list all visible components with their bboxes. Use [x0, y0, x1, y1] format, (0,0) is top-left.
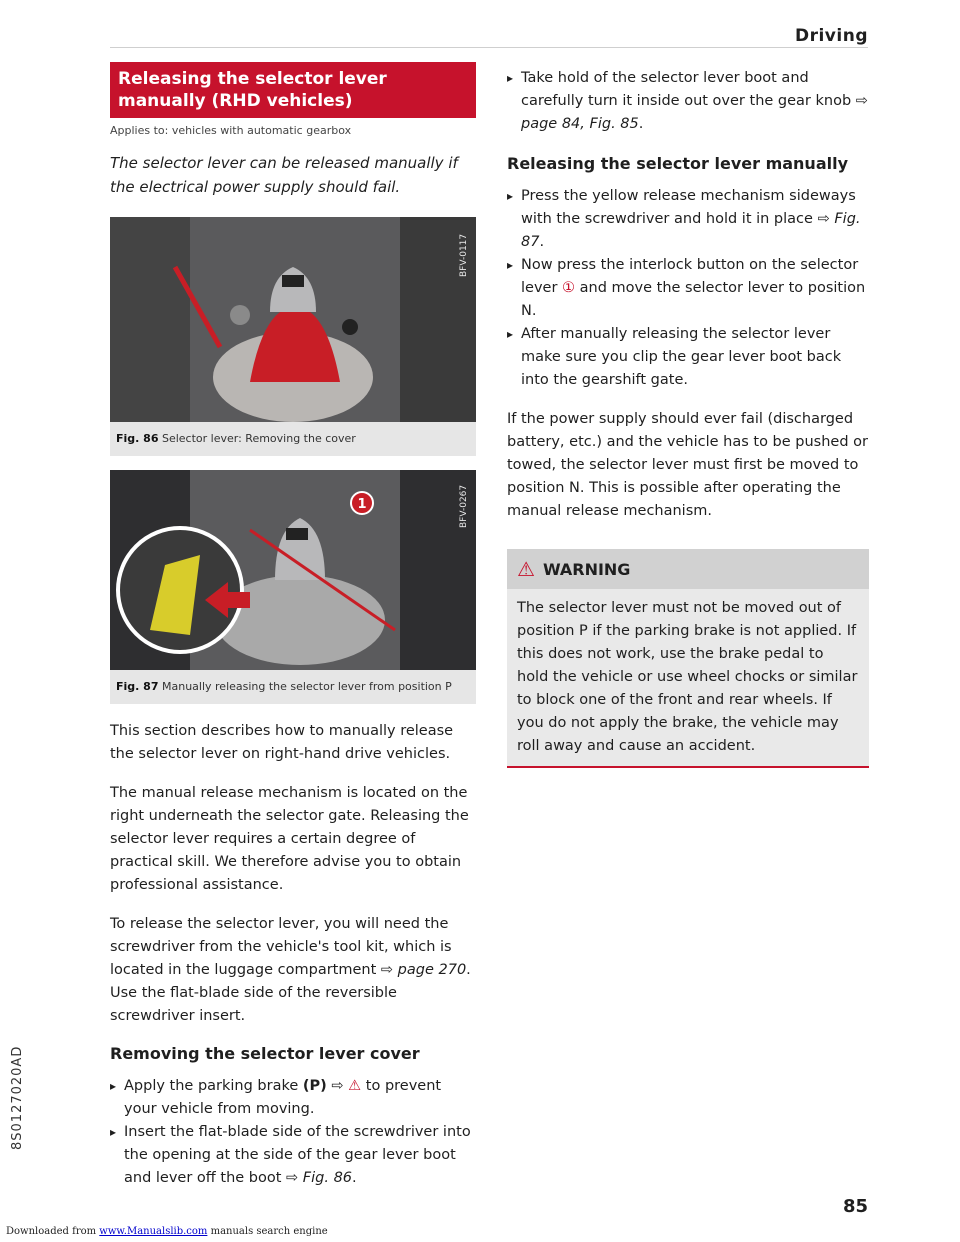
remove-cover-steps — [110, 1075, 476, 1190]
header-divider — [110, 47, 868, 48]
footer — [6, 1226, 328, 1237]
paragraph-2: The manual release mechanism is located on the right underneath the selector gate. Releasing the selector lever requires a certain degree of practical skill. We therefore advise you to obtain professional assistance. — [110, 785, 469, 893]
section-title: Driving — [794, 26, 868, 46]
list-item: ▸ After manually releasing the selector lever make sure you clip the gear lever boot back into the gearshift gate. — [507, 323, 869, 392]
step-text: Press the yellow release mechanism sideways with the screwdriver and hold it in place — [521, 188, 856, 227]
figure-86-caption — [110, 422, 476, 456]
intro-text: The selector lever can be released manually if the electrical power supply should fail. — [110, 154, 458, 196]
figure-87 — [110, 470, 476, 704]
fig-87-link[interactable]: ⇨ Fig. 87 — [521, 211, 861, 250]
warning-icon[interactable]: ⚠ — [348, 1078, 362, 1094]
step-text: Insert the flat-blade side of the screwdriver into the opening at the side of the gear lever boot and lever off the boot — [124, 1124, 471, 1186]
step-text: Now press the interlock button on the selector lever — [521, 257, 859, 296]
footer-suffix: manuals search engine — [207, 1226, 328, 1237]
document-code: 8S0127020AD — [10, 1045, 25, 1150]
footer-link[interactable]: www.Manualslib.com — [99, 1226, 208, 1237]
subheading-release-manually: Releasing the selector lever manually — [507, 154, 849, 173]
figure-87-label: Fig. 87 — [116, 680, 159, 693]
applies-to-note: Applies to: vehicles with automatic gearbox — [110, 124, 352, 137]
figure-86 — [110, 217, 476, 456]
step-arrow: ⇨ — [326, 1078, 349, 1094]
list-item — [507, 67, 869, 136]
fig-86-link[interactable]: ⇨ Fig. 86 — [286, 1170, 353, 1186]
figure-87-image — [110, 470, 476, 670]
callout-1-ref: ① — [562, 280, 576, 296]
warning-header — [507, 549, 869, 589]
page-number: 85 — [842, 1196, 868, 1217]
release-steps — [507, 185, 869, 392]
step-text: Take hold of the selector lever boot and carefully turn it inside out over the gear knob — [521, 70, 856, 109]
callout-1: 1 — [357, 497, 367, 512]
left-column — [110, 62, 476, 1190]
step-text-end: . — [638, 116, 644, 132]
figure-86-code: BFV-0117 — [459, 233, 469, 277]
paragraph-1: This section describes how to manually release the selector lever on right-hand drive vehicles. — [110, 723, 454, 762]
figure-87-caption — [110, 670, 476, 704]
figure-87-code: BFV-0267 — [459, 484, 469, 528]
warning-triangle-icon: ⚠ — [517, 557, 535, 581]
figure-87-caption-text: Manually releasing the selector lever from position P — [161, 680, 452, 693]
subheading-remove-cover: Removing the selector lever cover — [110, 1044, 420, 1063]
list-item — [507, 254, 869, 323]
step-text: Apply the parking brake — [124, 1078, 303, 1094]
paragraph-3-text-end: . Use the flat-blade side of the reversible screwdriver insert. — [110, 962, 471, 1024]
paragraph-3 — [110, 913, 476, 1028]
warning-box — [507, 549, 869, 768]
list-item — [507, 185, 869, 254]
footer-prefix: Downloaded from — [6, 1226, 100, 1237]
page-270-link[interactable]: ⇨ page 270 — [380, 962, 467, 978]
right-column — [507, 67, 869, 768]
figure-86-caption-text: Selector lever: Removing the cover — [161, 432, 356, 445]
warning-title: WARNING — [542, 559, 631, 579]
list-item — [110, 1075, 476, 1121]
parking-brake-icon: (P) — [302, 1078, 327, 1094]
step-text-end: . — [539, 234, 545, 250]
figure-86-image — [110, 217, 476, 422]
power-failure-paragraph: If the power supply should ever fail (discharged battery, etc.) and the vehicle has to be pushed or towed, the selector lever must first be moved to position N. This is possible after operating the manual release mechanism. — [507, 411, 868, 519]
warning-text: The selector lever must not be moved out of position P if the parking brake is not applied. If this does not work, use the brake pedal to hold the vehicle or use wheel chocks or similar to block one of the front and rear wheels. If you do not apply the brake, the vehicle may roll away and cause an accident. — [517, 600, 858, 754]
step-text-end: and move the selector lever to position N. — [521, 280, 866, 319]
page-84-link[interactable]: ⇨ page 84, Fig. 85 — [521, 93, 868, 132]
figure-86-label: Fig. 86 — [116, 432, 159, 445]
section-heading: Releasing the selector lever manually (RHD vehicles) — [110, 62, 476, 118]
list-item — [110, 1121, 476, 1190]
paragraph-3-text: To release the selector lever, you will need the screwdriver from the vehicle's tool kit, which is located in the luggage compartment — [110, 916, 452, 978]
turn-boot-steps — [507, 67, 869, 136]
step-text-end: to prevent your vehicle from moving. — [124, 1078, 442, 1117]
step-text-end: . — [352, 1170, 357, 1186]
